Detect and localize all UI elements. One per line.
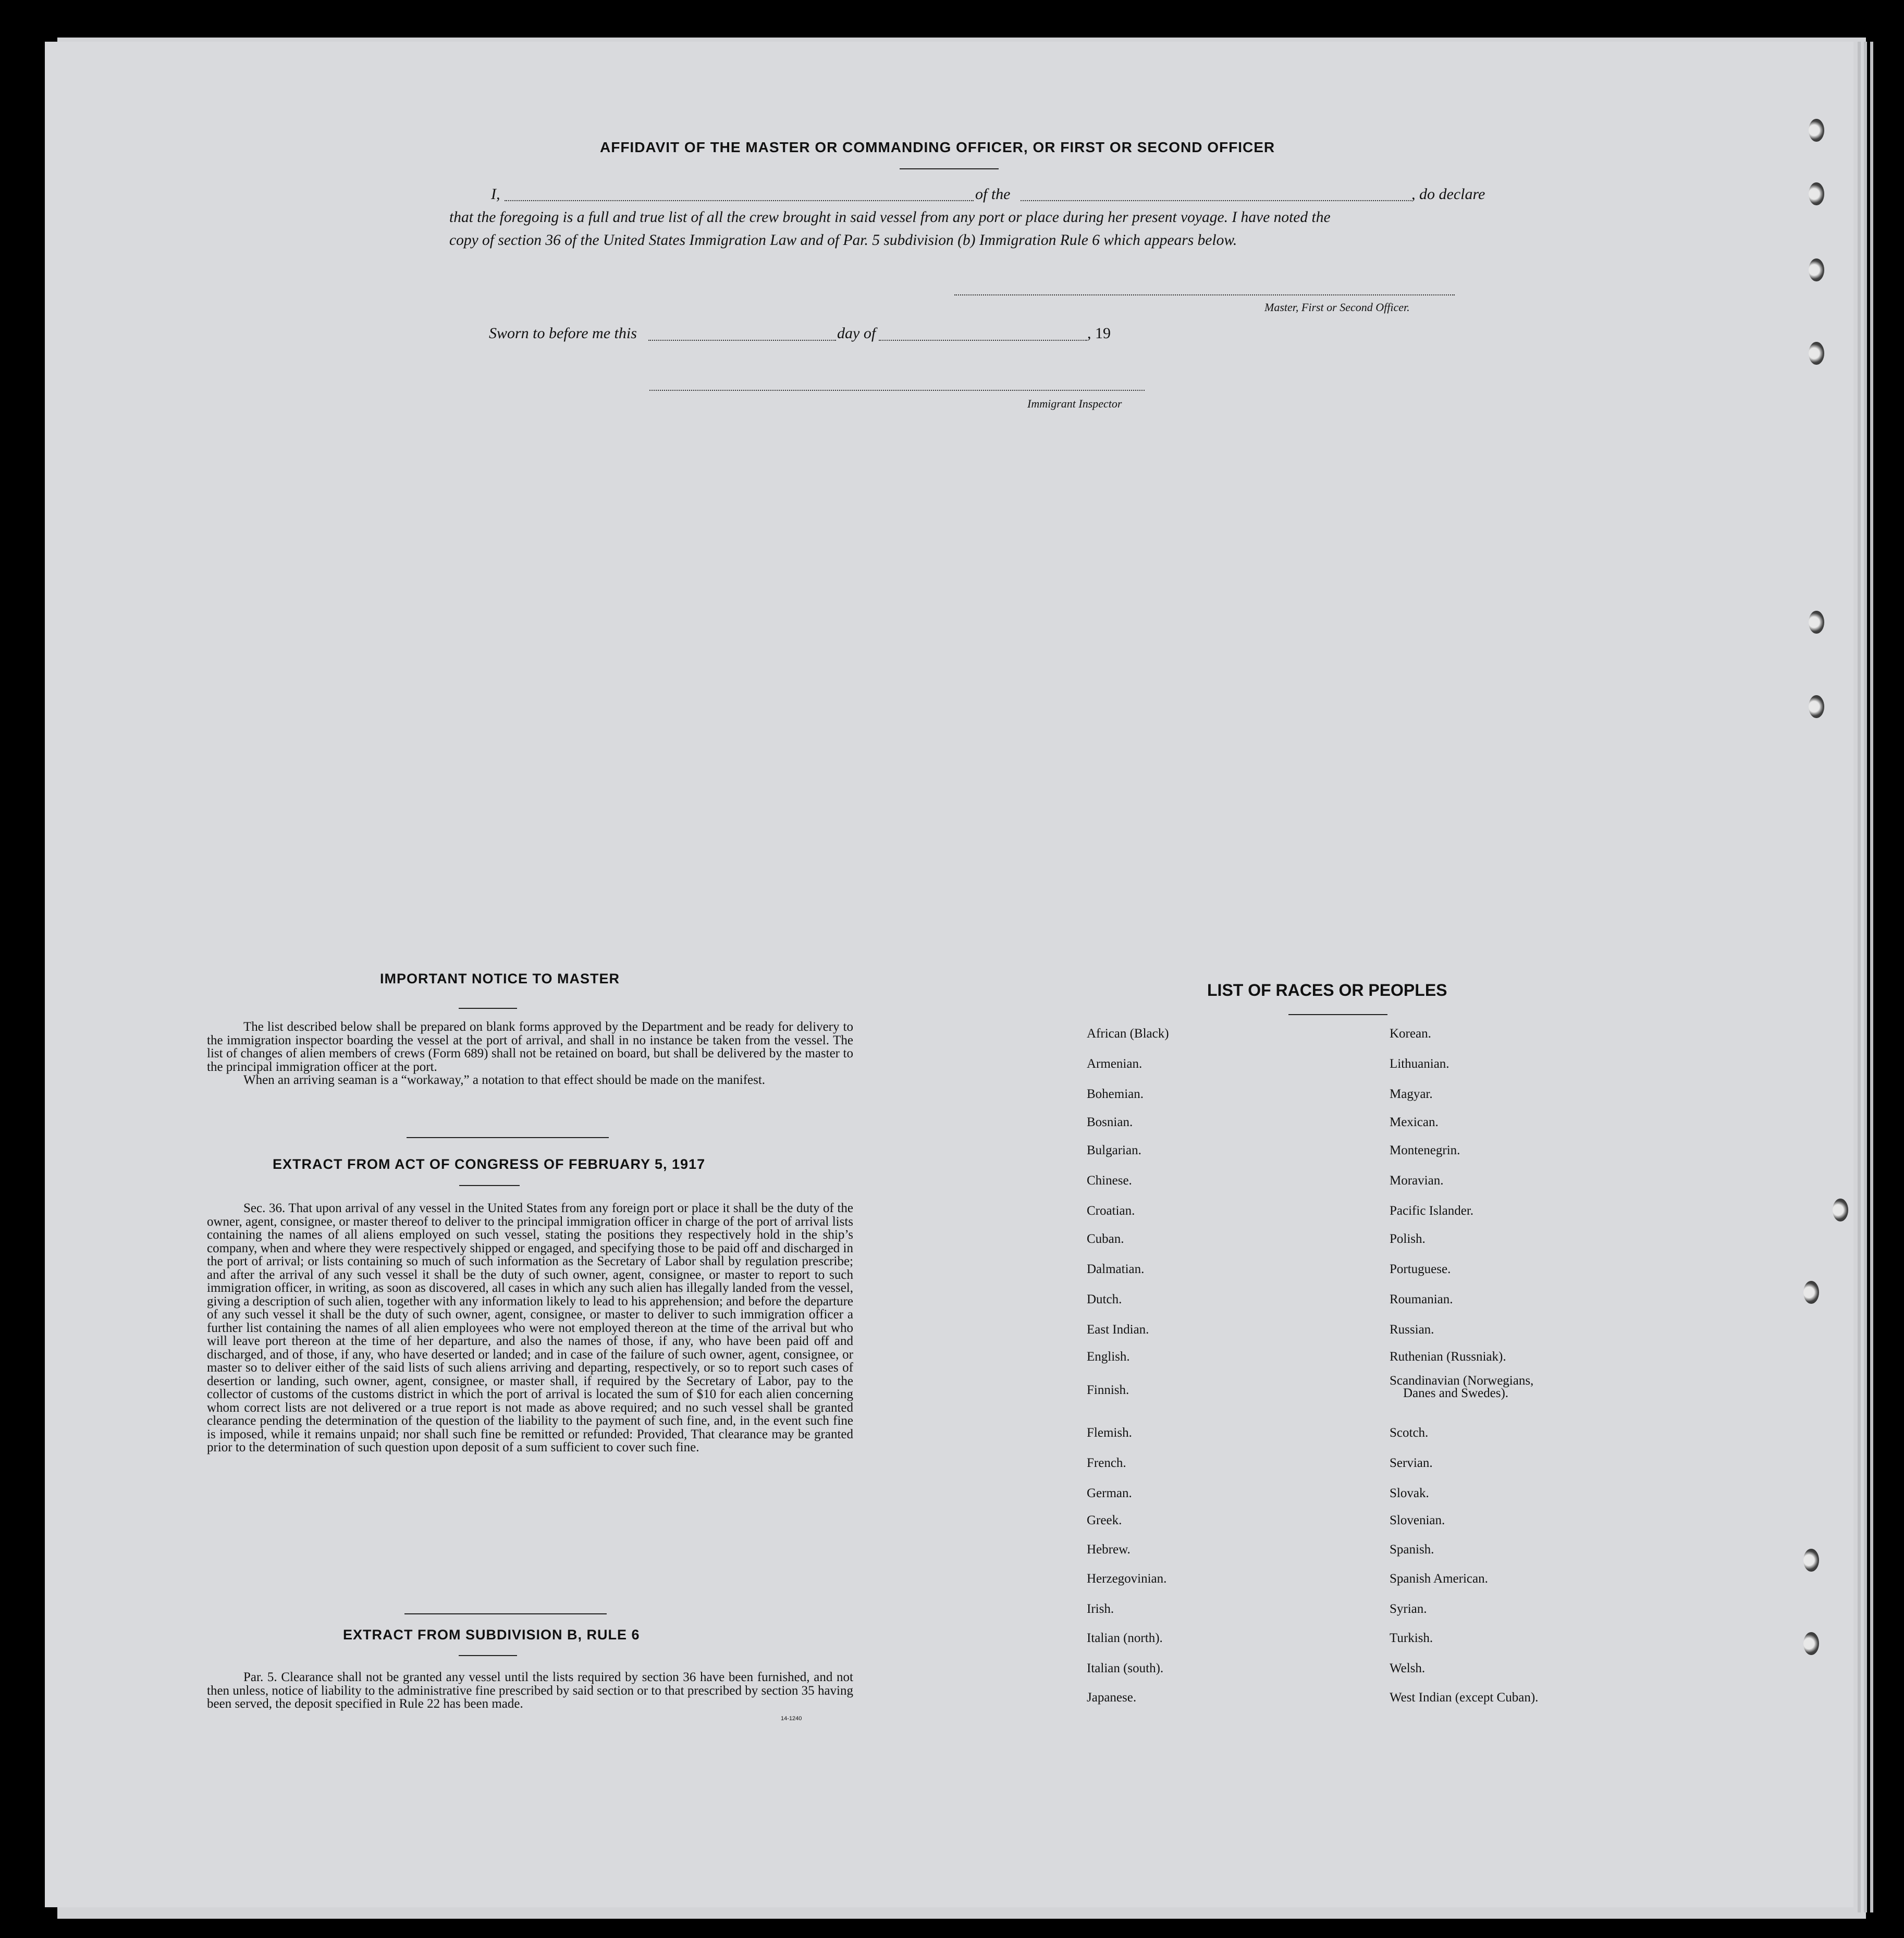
- race-item: Syrian.: [1390, 1602, 1427, 1616]
- race-item: Dutch.: [1087, 1292, 1122, 1306]
- notice-title: IMPORTANT NOTICE TO MASTER: [380, 971, 620, 986]
- page-edge: [1870, 42, 1873, 1912]
- binder-hole: [1809, 695, 1824, 718]
- race-item: French.: [1087, 1456, 1126, 1470]
- binder-hole: [1809, 182, 1824, 205]
- sworn-day-blank[interactable]: [648, 340, 836, 341]
- race-item: Italian (north).: [1087, 1631, 1163, 1645]
- page-edge: [1858, 42, 1861, 1912]
- affidavit-of-the: of the: [975, 186, 1011, 203]
- rule-text: [207, 1671, 853, 1711]
- master-signature-line[interactable]: [954, 294, 1455, 295]
- sworn-day-of: day of: [837, 325, 876, 342]
- notice-text: [207, 1020, 853, 1087]
- binder-hole: [1833, 1199, 1848, 1221]
- name-blank[interactable]: [505, 200, 974, 201]
- race-item: Danes and Swedes).: [1403, 1386, 1509, 1400]
- races-rule: [1288, 1014, 1387, 1015]
- affidavit-line3: copy of section 36 of the United States Immigration Law and of Par. 5 subdivision (b) Immigration Rule 6 which appears below.: [449, 232, 1237, 249]
- race-item: West Indian (except Cuban).: [1390, 1690, 1539, 1705]
- act-title: EXTRACT FROM ACT OF CONGRESS OF FEBRUARY 5, 1917: [273, 1156, 706, 1172]
- inspector-signature-line[interactable]: [649, 390, 1145, 391]
- race-item: Bulgarian.: [1087, 1143, 1141, 1157]
- race-item: Croatian.: [1087, 1204, 1135, 1218]
- race-item: Armenian.: [1087, 1057, 1143, 1071]
- inspector-label: Immigrant Inspector: [1027, 397, 1122, 410]
- race-item: East Indian.: [1087, 1323, 1149, 1337]
- race-item: Finnish.: [1087, 1383, 1129, 1397]
- section-rule: [407, 1137, 609, 1138]
- race-item: Pacific Islander.: [1390, 1204, 1474, 1218]
- race-item: Scotch.: [1390, 1426, 1429, 1440]
- race-item: Herzegovinian.: [1087, 1572, 1167, 1586]
- section-rule: [404, 1613, 607, 1614]
- rule-paragraph: Par. 5. Clearance shall not be granted any vessel until the lists required by section 36 have been furnished, and not then unless, notice of liability to the administrative fine prescribed by said section or to that prescribed by section 35 having been served, the deposit specified in Rule 22 has been made.: [207, 1670, 853, 1711]
- binder-hole: [1809, 258, 1824, 281]
- race-item: Cuban.: [1087, 1232, 1124, 1246]
- race-item: Ruthenian (Russniak).: [1390, 1350, 1506, 1364]
- binder-hole: [1803, 1549, 1819, 1572]
- race-item: Spanish.: [1390, 1542, 1434, 1557]
- race-item: English.: [1087, 1350, 1130, 1364]
- notice-paragraph: When an arriving seaman is a “workaway,” a notation to that effect should be made on the manifest.: [243, 1073, 766, 1087]
- sworn-month-blank[interactable]: [879, 340, 1087, 341]
- race-item: Italian (south).: [1087, 1661, 1164, 1675]
- affidavit-line2: that the foregoing is a full and true list of all the crew brought in said vessel from any port or place during her present voyage. I have noted the: [449, 209, 1331, 226]
- race-item: Greek.: [1087, 1513, 1122, 1527]
- race-item: Irish.: [1087, 1602, 1114, 1616]
- race-item: Scandinavian (Norwegians,: [1390, 1374, 1534, 1388]
- binder-hole: [1809, 611, 1824, 634]
- master-signature-label: Master, First or Second Officer.: [1264, 301, 1410, 314]
- act-rule: [459, 1185, 520, 1186]
- rule-title: EXTRACT FROM SUBDIVISION B, RULE 6: [343, 1627, 640, 1643]
- affidavit-title: AFFIDAVIT OF THE MASTER OR COMMANDING OFFICER, OR FIRST OR SECOND OFFICER: [600, 139, 1275, 155]
- vessel-blank[interactable]: [1021, 200, 1411, 201]
- race-item: Bohemian.: [1087, 1087, 1144, 1101]
- act-paragraph: Sec. 36. That upon arrival of any vessel in the United States from any foreign port or place it shall be the duty of the owner, agent, consignee, or master thereof to deliver to the principal immigration officer in charge of the port of arrival lists containing the names of all aliens employed on such vessel, stating the positions they respectively hold in the ship’s company, when and where they were respectively shipped or engaged, and specifying those to be paid off and discharged in the port of arrival; or lists containing so much of such information as the Secretary of Labor shall by regulation prescribe; and after the arrival of any such vessel it shall be the duty of such owner, agent, consignee, or master to report to such immigration officer, in writing, as soon as discovered, all cases in which any such alien has illegally landed from the vessel, giving a description of such alien, together with any information likely to lead to his apprehension; and before the departure of any such vessel it shall be the duty of such owner, agent, consignee, or master to deliver to such immigration officer a further list containing the names of all alien employees who were not employed thereon at the time of the arrival but who will leave port thereon at the time of her departure, and also the names of those, if any, who have been paid off and discharged, and of those, if any, who have deserted or landed; and in case of the failure of such owner, agent, consignee, or master so to deliver either of the said lists of such aliens arriving and departing, respectively, or so to report such cases of desertion or landing, such owner, agent, consignee, or master shall, if required by the Secretary of Labor, pay to the collector of customs of the customs district in which the port of arrival is located the sum of $10 for each alien concerning whom correct lists are not delivered or a true report is not made as above required; and no such vessel shall be granted clearance pending the determination of the question of the liability to the payment of such fine, and, in the event such fine is imposed, while it remains unpaid; nor shall such fine be remitted or refunded: Provided, That clearance may be granted prior to the determination of such question upon deposit of a sum sufficient to cover such fine.: [207, 1201, 853, 1454]
- races-title: LIST OF RACES OR PEOPLES: [1207, 981, 1447, 999]
- notice-rule: [459, 1008, 517, 1009]
- form-number: 14-1240: [781, 1715, 802, 1722]
- rule-rule: [459, 1655, 517, 1656]
- race-item: Montenegrin.: [1390, 1143, 1460, 1157]
- race-item: Dalmatian.: [1087, 1262, 1145, 1276]
- race-item: Chinese.: [1087, 1174, 1132, 1188]
- race-item: Magyar.: [1390, 1087, 1433, 1101]
- document-page: [45, 42, 1853, 1907]
- binder-hole: [1803, 1632, 1819, 1655]
- race-item: Slovenian.: [1390, 1513, 1445, 1527]
- page-edge: [1864, 42, 1867, 1912]
- race-item: Russian.: [1390, 1323, 1434, 1337]
- notice-paragraph: The list described below shall be prepared on blank forms approved by the Department and be ready for delivery to the immigration inspector boarding the vessel at the port of arrival, and shall in no instance be taken from the vessel. The list of changes of alien members of crews (Form 689) shall not be retained on board, but shall be delivered by the master to the principal immigration officer at the port.: [207, 1020, 853, 1074]
- sworn-year: , 19: [1087, 325, 1111, 342]
- race-item: Lithuanian.: [1390, 1057, 1450, 1071]
- race-item: African (Black): [1087, 1027, 1169, 1041]
- race-item: Mexican.: [1390, 1115, 1439, 1129]
- race-item: Hebrew.: [1087, 1542, 1131, 1557]
- race-item: Flemish.: [1087, 1426, 1132, 1440]
- race-item: Welsh.: [1390, 1661, 1426, 1675]
- race-item: Spanish American.: [1390, 1572, 1488, 1586]
- race-item: Japanese.: [1087, 1690, 1137, 1705]
- title-rule: [900, 168, 999, 169]
- act-text: [207, 1202, 853, 1454]
- race-item: Korean.: [1390, 1027, 1431, 1041]
- race-item: Roumanian.: [1390, 1292, 1453, 1306]
- affidavit-declare: , do declare: [1411, 186, 1485, 203]
- race-item: Bosnian.: [1087, 1115, 1133, 1129]
- race-item: Polish.: [1390, 1232, 1426, 1246]
- binder-hole: [1809, 119, 1824, 142]
- affidavit-i: I,: [491, 186, 500, 203]
- race-item: Slovak.: [1390, 1486, 1429, 1500]
- race-item: Servian.: [1390, 1456, 1433, 1470]
- binder-hole: [1809, 342, 1824, 365]
- sworn-prefix: Sworn to before me this: [489, 325, 637, 342]
- binder-hole: [1803, 1281, 1819, 1304]
- race-item: Moravian.: [1390, 1174, 1444, 1188]
- race-item: Turkish.: [1390, 1631, 1433, 1645]
- race-item: Portuguese.: [1390, 1262, 1451, 1276]
- race-item: German.: [1087, 1486, 1132, 1500]
